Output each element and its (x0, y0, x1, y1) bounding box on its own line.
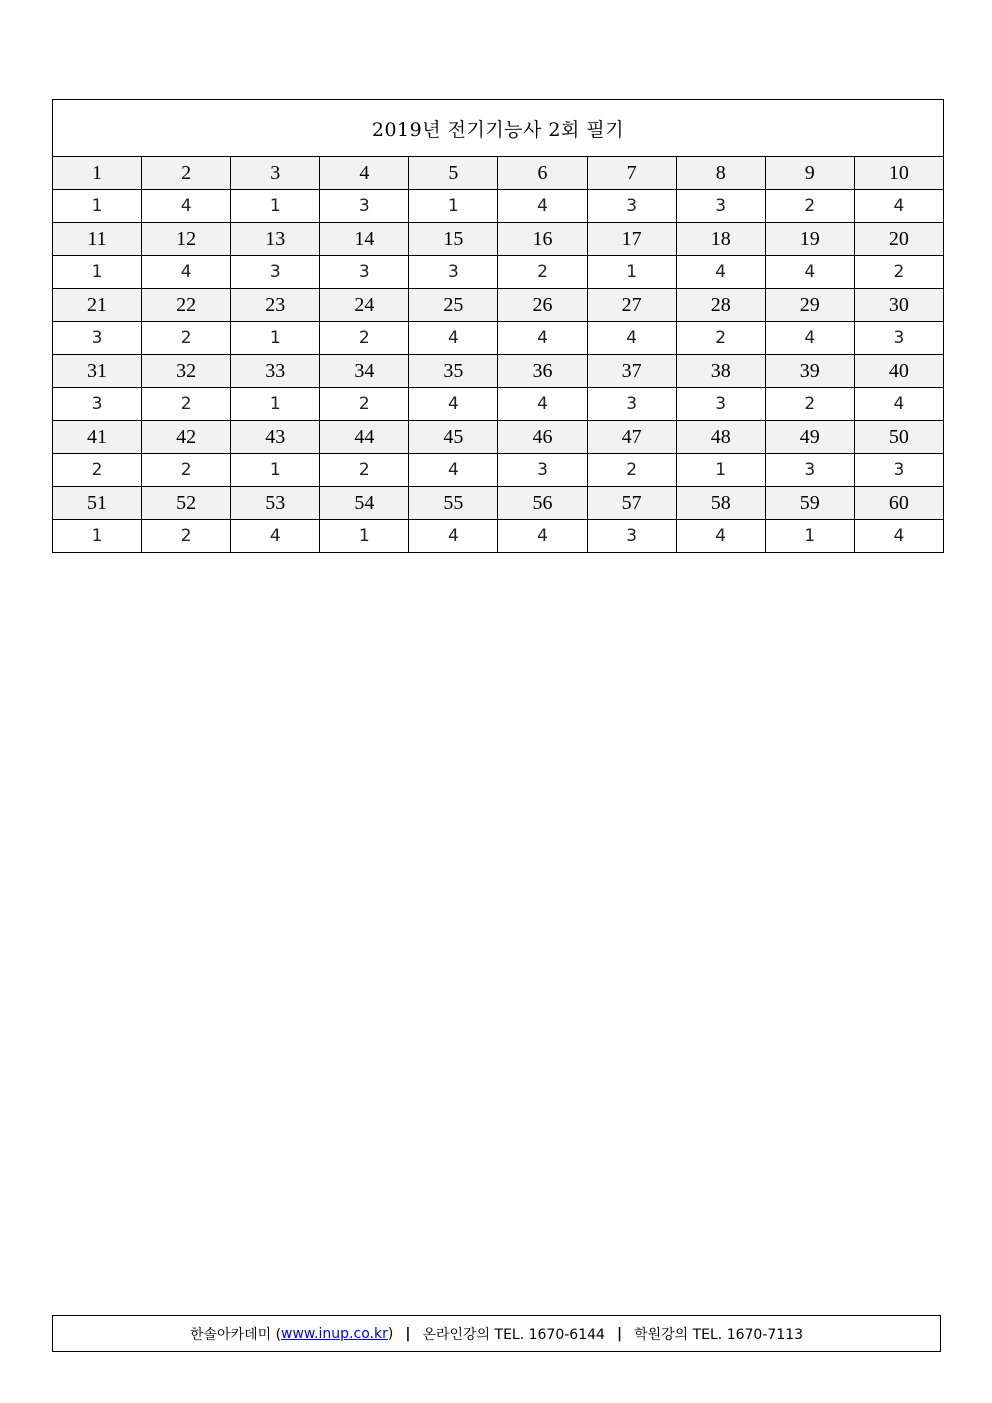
answer-cell: 2 (320, 388, 409, 421)
question-number-cell: 16 (498, 223, 587, 256)
question-number-cell: 43 (231, 421, 320, 454)
question-number-row (53, 289, 944, 322)
question-number-cell: 15 (409, 223, 498, 256)
question-number-cell: 5 (409, 157, 498, 190)
question-number-cell: 18 (676, 223, 765, 256)
answer-cell: 4 (409, 388, 498, 421)
answer-cell: 3 (409, 256, 498, 289)
question-number-cell: 6 (498, 157, 587, 190)
answer-cell: 3 (854, 454, 943, 487)
answer-cell: 2 (587, 454, 676, 487)
answer-row (53, 322, 944, 355)
question-number-cell: 46 (498, 421, 587, 454)
question-number-cell: 40 (854, 355, 943, 388)
question-number-row (53, 157, 944, 190)
question-number-cell: 7 (587, 157, 676, 190)
answer-cell: 4 (231, 520, 320, 553)
footer-online-phone: 온라인강의 TEL. 1670-6144 (422, 1326, 605, 1343)
answer-cell: 1 (231, 190, 320, 223)
answer-cell: 3 (587, 190, 676, 223)
answer-cell: 4 (409, 322, 498, 355)
answer-cell: 1 (231, 388, 320, 421)
question-number-cell: 59 (765, 487, 854, 520)
answer-cell: 4 (409, 454, 498, 487)
question-number-row (53, 223, 944, 256)
footer-offline-phone: 학원강의 TEL. 1670-7113 (634, 1326, 804, 1343)
answer-cell: 3 (676, 388, 765, 421)
question-number-cell: 13 (231, 223, 320, 256)
answer-cell: 4 (498, 322, 587, 355)
answer-cell: 2 (142, 388, 231, 421)
question-number-cell: 26 (498, 289, 587, 322)
question-number-cell: 22 (142, 289, 231, 322)
question-number-cell: 44 (320, 421, 409, 454)
answer-cell: 3 (53, 388, 142, 421)
answer-cell: 4 (854, 520, 943, 553)
question-number-cell: 42 (142, 421, 231, 454)
question-number-cell: 2 (142, 157, 231, 190)
footer-academy-suffix: ) (387, 1325, 394, 1342)
question-number-cell: 10 (854, 157, 943, 190)
answer-cell: 3 (587, 520, 676, 553)
question-number-cell: 60 (854, 487, 943, 520)
answer-cell: 1 (320, 520, 409, 553)
question-number-cell: 52 (142, 487, 231, 520)
answer-row (53, 388, 944, 421)
answer-cell: 3 (676, 190, 765, 223)
question-number-cell: 12 (142, 223, 231, 256)
question-number-cell: 34 (320, 355, 409, 388)
footer-academy-prefix: 한솔아카데미 ( (189, 1326, 282, 1343)
page-title: 2019년 전기기능사 2회 필기 (53, 100, 944, 157)
answer-cell: 4 (142, 190, 231, 223)
question-number-cell: 51 (53, 487, 142, 520)
answer-cell: 4 (676, 256, 765, 289)
answer-cell: 2 (320, 454, 409, 487)
footer (52, 1315, 941, 1352)
question-number-cell: 3 (231, 157, 320, 190)
question-number-cell: 49 (765, 421, 854, 454)
answer-cell: 4 (765, 322, 854, 355)
answer-cell: 3 (320, 190, 409, 223)
question-number-cell: 28 (676, 289, 765, 322)
answer-cell: 4 (676, 520, 765, 553)
answer-cell: 2 (53, 454, 142, 487)
question-number-cell: 8 (676, 157, 765, 190)
answer-cell: 3 (53, 322, 142, 355)
answer-cell: 1 (587, 256, 676, 289)
answer-cell: 1 (676, 454, 765, 487)
footer-separator-1: | (405, 1325, 411, 1342)
answer-row (53, 256, 944, 289)
answer-cell: 3 (765, 454, 854, 487)
footer-website-link[interactable]: www.inup.co.kr (281, 1325, 388, 1342)
answer-cell: 3 (498, 454, 587, 487)
answer-cell: 1 (53, 190, 142, 223)
question-number-cell: 55 (409, 487, 498, 520)
question-number-cell: 33 (231, 355, 320, 388)
answer-row (53, 520, 944, 553)
question-number-cell: 4 (320, 157, 409, 190)
answer-cell: 4 (142, 256, 231, 289)
answer-table (52, 99, 944, 553)
answer-cell: 4 (498, 520, 587, 553)
answer-cell: 1 (231, 322, 320, 355)
question-number-cell: 20 (854, 223, 943, 256)
question-number-cell: 54 (320, 487, 409, 520)
question-number-cell: 30 (854, 289, 943, 322)
answer-cell: 2 (142, 322, 231, 355)
question-number-cell: 48 (676, 421, 765, 454)
answer-cell: 3 (587, 388, 676, 421)
question-number-cell: 36 (498, 355, 587, 388)
question-number-cell: 35 (409, 355, 498, 388)
answer-cell: 2 (142, 454, 231, 487)
answer-cell: 4 (765, 256, 854, 289)
answer-cell: 3 (231, 256, 320, 289)
answer-cell: 1 (53, 256, 142, 289)
answer-cell: 2 (765, 190, 854, 223)
answer-cell: 1 (409, 190, 498, 223)
question-number-cell: 24 (320, 289, 409, 322)
question-number-row (53, 355, 944, 388)
question-number-cell: 41 (53, 421, 142, 454)
answer-cell: 4 (498, 190, 587, 223)
footer-separator-2: | (616, 1325, 623, 1342)
question-number-cell: 27 (587, 289, 676, 322)
question-number-row (53, 487, 944, 520)
question-number-cell: 29 (765, 289, 854, 322)
answer-cell: 3 (320, 256, 409, 289)
answer-row (53, 454, 944, 487)
question-number-cell: 1 (53, 157, 142, 190)
question-number-cell: 25 (409, 289, 498, 322)
answer-cell: 3 (854, 322, 943, 355)
question-number-cell: 58 (676, 487, 765, 520)
question-number-cell: 57 (587, 487, 676, 520)
question-number-cell: 14 (320, 223, 409, 256)
question-number-cell: 23 (231, 289, 320, 322)
answer-cell: 1 (53, 520, 142, 553)
answer-cell: 2 (765, 388, 854, 421)
question-number-cell: 37 (587, 355, 676, 388)
question-number-cell: 19 (765, 223, 854, 256)
answer-cell: 2 (142, 520, 231, 553)
question-number-cell: 53 (231, 487, 320, 520)
answer-cell: 4 (587, 322, 676, 355)
question-number-cell: 38 (676, 355, 765, 388)
answer-cell: 4 (854, 190, 943, 223)
title-row (53, 100, 944, 157)
question-number-cell: 21 (53, 289, 142, 322)
question-number-cell: 47 (587, 421, 676, 454)
question-number-cell: 32 (142, 355, 231, 388)
question-number-row (53, 421, 944, 454)
answer-cell: 1 (765, 520, 854, 553)
answer-cell: 4 (409, 520, 498, 553)
question-number-cell: 39 (765, 355, 854, 388)
question-number-cell: 11 (53, 223, 142, 256)
question-number-cell: 56 (498, 487, 587, 520)
question-number-cell: 9 (765, 157, 854, 190)
answer-cell: 2 (676, 322, 765, 355)
question-number-cell: 17 (587, 223, 676, 256)
answer-cell: 1 (231, 454, 320, 487)
answer-cell: 4 (498, 388, 587, 421)
question-number-cell: 45 (409, 421, 498, 454)
answer-row (53, 190, 944, 223)
answer-cell: 2 (854, 256, 943, 289)
question-number-cell: 31 (53, 355, 142, 388)
question-number-cell: 50 (854, 421, 943, 454)
answer-cell: 2 (498, 256, 587, 289)
answer-cell: 4 (854, 388, 943, 421)
answer-cell: 2 (320, 322, 409, 355)
